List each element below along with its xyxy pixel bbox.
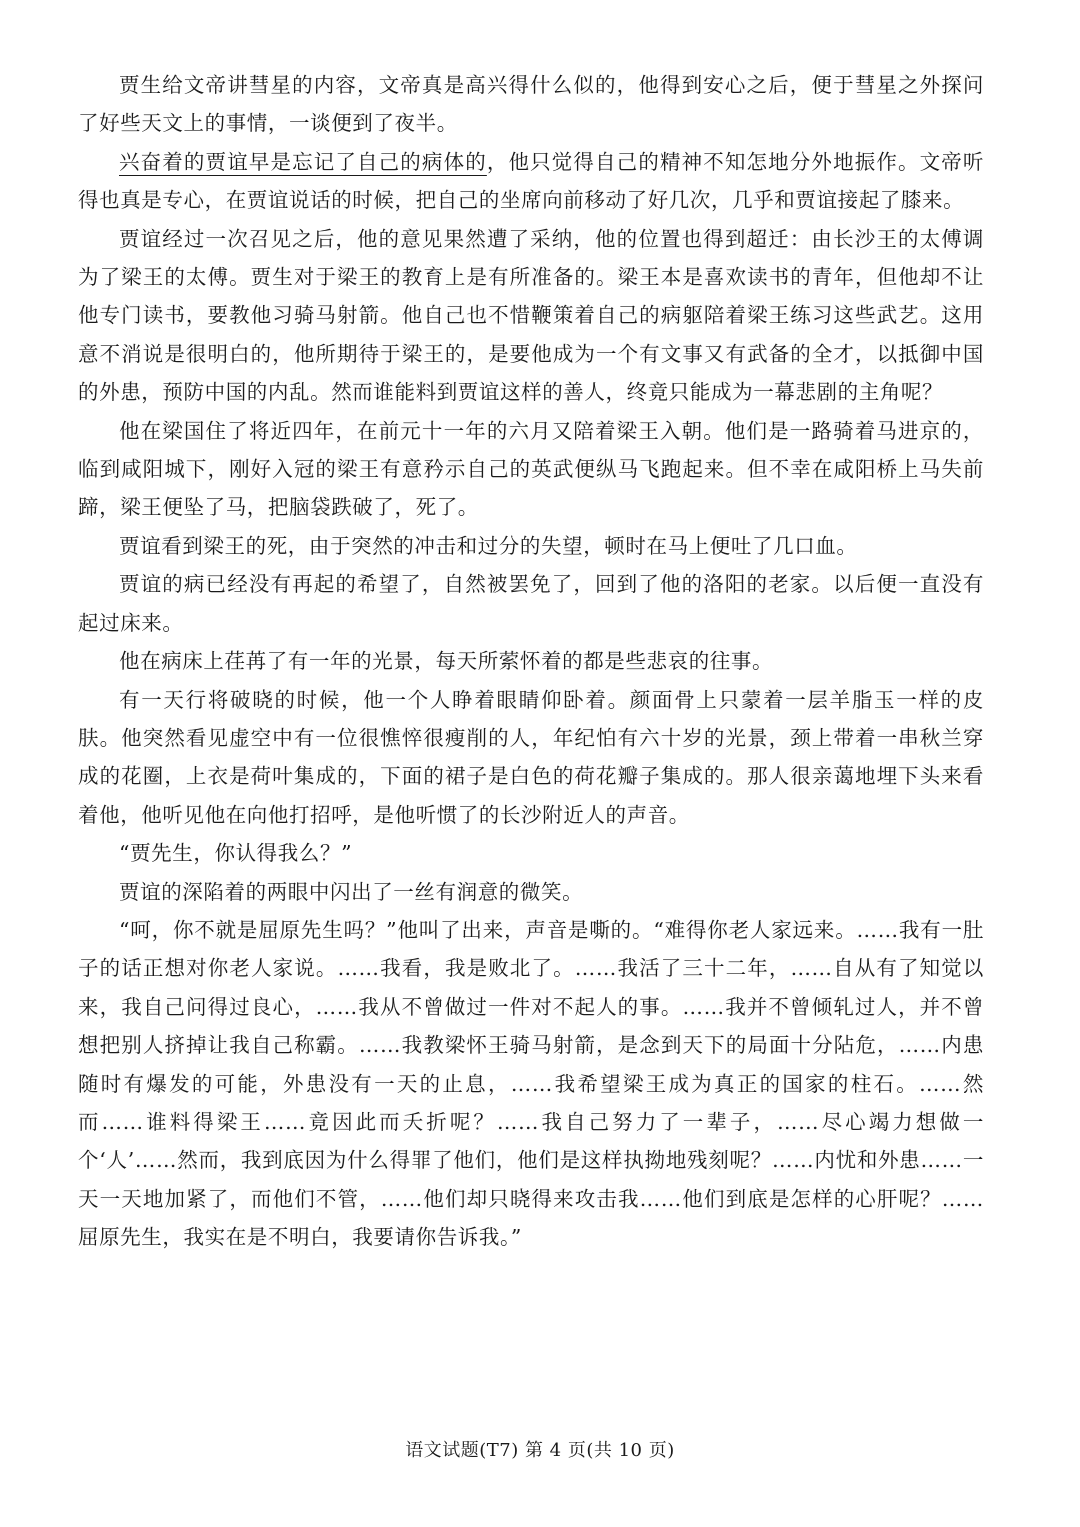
paragraph-4: 他在梁国住了将近四年，在前元十一年的六月又陪着梁王入朝。他们是一路骑着马进京的，临到咸阳城下，刚好入冠的梁王有意矜示自己的英武便纵马飞跑起来。但不幸在咸阳桥上马失前蹄，梁王便坠了马，把脑袋跌破了，死了。: [78, 418, 984, 520]
paragraph-2: 兴奋着的贾谊早是忘记了自己的病体的，他只觉得自己的精神不知怎地分外地振作。文帝听得也真是专心，在贾谊说话的时候，把自己的坐席向前移动了好几次，几乎和贾谊接起了膝来。: [78, 149, 984, 213]
paragraph-1: 贾生给文帝讲彗星的内容，文帝真是高兴得什么似的，他得到安心之后，便于彗星之外探问了好些天文上的事情，一谈便到了夜半。: [78, 73, 984, 136]
paragraph-7: 他在病床上荏苒了有一年的光景，每天所萦怀着的都是些悲哀的往事。: [119, 649, 774, 674]
paragraph-11: “呵，你不就是屈原先生吗？”他叫了出来，声音是嘶的。“难得你老人家远来。……我有一肚子的话正想对你老人家说。……我看，我是败北了。……我活了三十二年，……自从有了知觉以来，我自己问得过良心，……我从不曾做过一件对不起人的事。……我并不曾倾轧过人，并不曾想把别人挤掉让我自己称霸。……我教梁怀王骑马射箭，是念到天下的局面十分阽危，……内患随时有爆发的可能，外患没有一天的止息，……我希望梁王成为真正的国家的柱石。……然而……谁料得梁王……竟因此而夭折呢？……我自己努力了一辈子，……尽心竭力想做一个‘人’……然而，我到底因为什么得罪了他们，他们是这样执拗地残刻呢？……内忧和外患……一天一天地加紧了，而他们不管，……他们却只晓得来攻击我……他们到底是怎样的心肝呢？……屈原先生，我实在是不明白，我要请你告诉我。”: [78, 917, 984, 1250]
paragraph-9: “贾先生，你认得我么？”: [119, 841, 353, 866]
paragraph-10: 贾谊的深陷着的两眼中闪出了一丝有润意的微笑。: [119, 879, 584, 904]
article-body: [78, 66, 984, 1257]
paragraph-3: 贾谊经过一次召见之后，他的意见果然遭了采纳，他的位置也得到超迁：由长沙王的太傅调为了梁王的太傅。贾生对于梁王的教育上是有所准备的。梁王本是喜欢读书的青年，但他却不让他专门读书，要教他习骑马射箭。他自己也不惜鞭策着自己的病躯陪着梁王练习这些武艺。这用意不消说是很明白的，他所期待于梁王的，是要他成为一个有文事又有武备的全才，以抵御中国的外患，预防中国的内乱。然而谁能料到贾谊这样的善人，终竟只能成为一幕悲剧的主角呢？: [78, 226, 984, 405]
paragraph-5: 贾谊看到梁王的死，由于突然的冲击和过分的失望，顿时在马上便吐了几口血。: [119, 533, 858, 558]
paragraph-8: 有一天行将破晓的时候，他一个人睁着眼睛仰卧着。颜面骨上只蒙着一层羊脂玉一样的皮肤。他突然看见虚空中有一位很憔悴很瘦削的人，年纪怕有六十岁的光景，颈上带着一串秋兰穿成的花圈，上衣是荷叶集成的，下面的裙子是白色的荷花瓣子集成的。那人很亲蔼地埋下头来看着他，他听见他在向他打招呼，是他听惯了的长沙附近人的声音。: [78, 687, 984, 827]
paragraph-6: 贾谊的病已经没有再起的希望了，自然被罢免了，回到了他的洛阳的老家。以后便一直没有起过床来。: [78, 572, 984, 635]
underlined-sentence: 兴奋着的贾谊早是忘记了自己的病体的: [119, 149, 487, 174]
page-footer: 语文试题(T7) 第 4 页(共 10 页): [405, 1440, 675, 1461]
